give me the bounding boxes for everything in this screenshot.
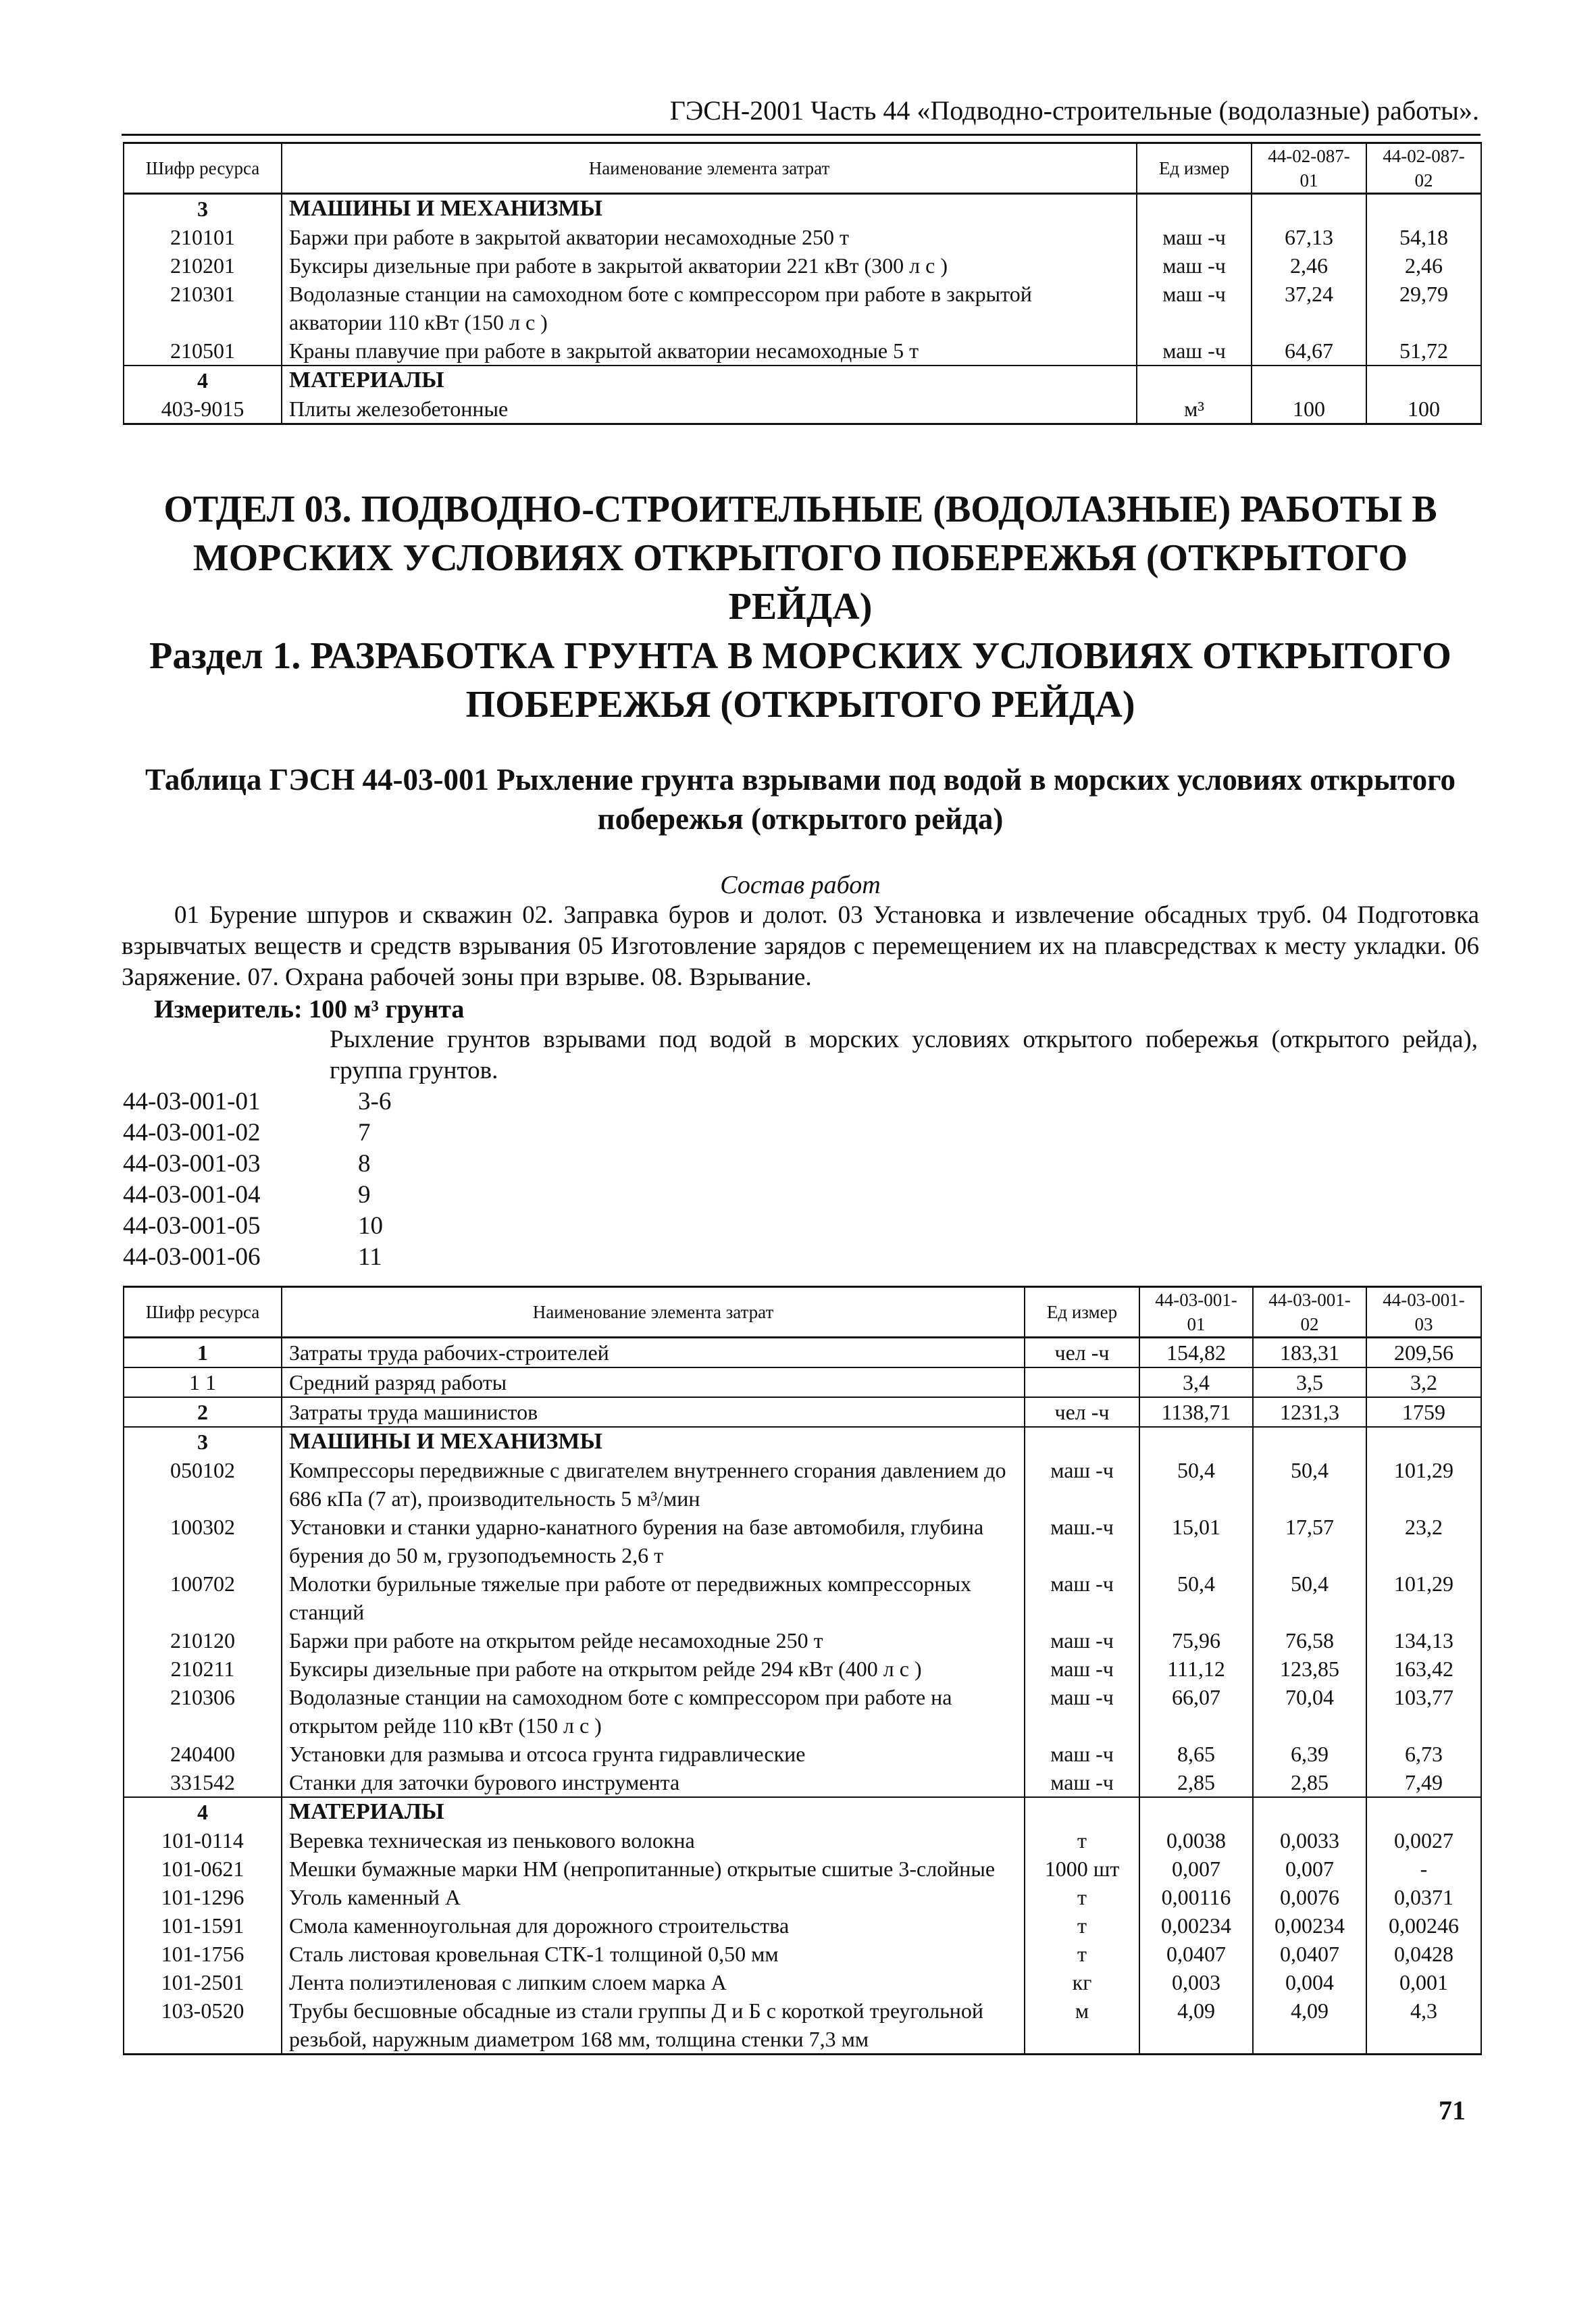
table-header-row — [124, 143, 1481, 194]
work-composition-text: 01 Бурение шпуров и скважин 02. Заправка буров и долот. 03 Установка и извлечение обсадных труб. 04 Подготовка взрывчатых веществ и средств взрывания 05 Изготовление зарядов с перемещением их на плавсредствах к месту укладки. 06 Заряжение. 07. Охрана рабочей зоны при взрыве. 08. Взрывание. — [122, 901, 1479, 991]
col-header-code: Шифр ресурса — [124, 143, 282, 194]
table-row: 210211 Буксиры дизельные при работе на открытом рейде 294 кВт (400 л с ) маш -ч 111,12 123,85 163,42 — [124, 1655, 1481, 1683]
variant-list — [123, 1086, 391, 1273]
resources-table-44-03-001 — [123, 1286, 1482, 2055]
table-row: 331542 Станки для заточки бурового инструмента маш -ч 2,85 2,85 7,49 — [124, 1768, 1481, 1797]
table-header-row — [124, 1287, 1481, 1338]
resources-table-087 — [123, 142, 1482, 425]
table-row: 240400 Установки для размыва и отсоса грунта гидравлические маш -ч 8,65 6,39 6,73 — [124, 1740, 1481, 1768]
table-row: 4 МАТЕРИАЛЫ — [124, 366, 1481, 395]
meter-line: Измеритель: 100 м³ грунта — [154, 995, 465, 1024]
list-item: 44-03-001-04 9 — [123, 1181, 371, 1209]
list-item: 44-03-001-03 8 — [123, 1150, 371, 1178]
section-heading: Раздел 1. РАЗРАБОТКА ГРУНТА В МОРСКИХ УСЛОВИЯХ ОТКРЫТОГО ПОБЕРЕЖЬЯ (ОТКРЫТОГО РЕЙДА) — [149, 635, 1451, 726]
list-item: 44-03-001-06 11 — [123, 1243, 382, 1271]
table-row: 050102 Компрессоры передвижные с двигателем внутреннего сгорания давлением до 686 кПа (7 ат), производительность 5 м³/мин маш -ч 50,4 50,4 101,29 — [124, 1456, 1481, 1513]
table-row: 3 МАШИНЫ И МЕХАНИЗМЫ — [124, 1427, 1481, 1456]
table-row: 210306 Водолазные станции на самоходном боте с компрессором при работе на открытом рейде 110 кВт (150 л с ) маш -ч 66,07 70,04 103,77 — [124, 1683, 1481, 1740]
table-row: 3 МАШИНЫ И МЕХАНИЗМЫ — [124, 194, 1481, 224]
col-header-code: Шифр ресурса — [124, 1287, 282, 1338]
table-row: 210501 Краны плавучие при работе в закрытой акватории несамоходные 5 т маш -ч 64,67 51,72 — [124, 336, 1481, 366]
running-header: ГЭСН-2001 Часть 44 «Подводно-строительные (водолазные) работы». — [669, 95, 1479, 126]
col-header-001-03: 44-03-001-03 — [1366, 1287, 1481, 1338]
table-heading: Таблица ГЭСН 44-03-001 Рыхление грунта взрывами под водой в морских условиях открытого побережья (открытого рейда) — [145, 763, 1456, 836]
table-row: 210301 Водолазные станции на самоходном боте с компрессором при работе в закрытой акватории 110 кВт (150 л с ) маш -ч 37,24 29,79 — [124, 280, 1481, 336]
header-rule — [122, 134, 1481, 136]
norm-description: Рыхление грунтов взрывами под водой в морских условиях открытого побережья (открытого рейда), группа грунтов. — [330, 1026, 1478, 1084]
page-number: 71 — [1439, 2095, 1466, 2126]
work-composition-title: Состав работ — [720, 871, 881, 899]
col-header-name: Наименование элемента затрат — [282, 1287, 1025, 1338]
list-item: 44-03-001-01 3-6 — [123, 1088, 392, 1115]
table-row: 1 1 Средний разряд работы 3,4 3,5 3,2 — [124, 1367, 1481, 1397]
table-row: 101-1591 Смола каменноугольная для дорожного строительства т 0,00234 0,00234 0,00246 — [124, 1911, 1481, 1940]
table-row: 4 МАТЕРИАЛЫ — [124, 1797, 1481, 1826]
table-row: 101-1296 Уголь каменный А т 0,00116 0,0076 0,0371 — [124, 1883, 1481, 1911]
table-row: 103-0520 Трубы бесшовные обсадные из стали группы Д и Б с короткой треугольной резьбой, наружным диаметром 168 мм, толщина стенки 7,3 мм м 4,09 4,09 4,3 — [124, 1996, 1481, 2055]
list-item: 44-03-001-05 10 — [123, 1212, 383, 1240]
department-heading: ОТДЕЛ 03. ПОДВОДНО-СТРОИТЕЛЬНЫЕ (ВОДОЛАЗНЫЕ) РАБОТЫ В МОРСКИХ УСЛОВИЯХ ОТКРЫТОГО ПОБЕРЕЖЬЯ (ОТКРЫТОГО РЕЙДА) — [163, 488, 1437, 628]
table-row: 101-2501 Лента полиэтиленовая с липким слоем марка А кг 0,003 0,004 0,001 — [124, 1968, 1481, 1996]
list-item: 44-03-001-02 7 — [123, 1119, 371, 1147]
table-row: 100702 Молотки бурильные тяжелые при работе от передвижных компрессорных станций маш -ч 50,4 50,4 101,29 — [124, 1569, 1481, 1626]
col-header-087-02: 44-02-087-02 — [1366, 143, 1481, 194]
table-row: 403-9015 Плиты железобетонные м³ 100 100 — [124, 395, 1481, 424]
table-row: 210120 Баржи при работе на открытом рейде несамоходные 250 т маш -ч 75,96 76,58 134,13 — [124, 1626, 1481, 1655]
col-header-unit: Ед измер — [1025, 1287, 1139, 1338]
table-row: 1 Затраты труда рабочих-строителей чел -ч 154,82 183,31 209,56 — [124, 1338, 1481, 1368]
table-row: 210101 Баржи при работе в закрытой акватории несамоходные 250 т маш -ч 67,13 54,18 — [124, 223, 1481, 251]
table-row: 101-0621 Мешки бумажные марки НМ (непропитанные) открытые сшитые 3-слойные 1000 шт 0,007 0,007 - — [124, 1855, 1481, 1883]
col-header-name: Наименование элемента затрат — [282, 143, 1137, 194]
col-header-001-01: 44-03-001-01 — [1139, 1287, 1253, 1338]
table-row: 101-0114 Веревка техническая из пенькового волокна т 0,0038 0,0033 0,0027 — [124, 1826, 1481, 1855]
col-header-001-02: 44-03-001-02 — [1253, 1287, 1366, 1338]
table-row: 2 Затраты труда машинистов чел -ч 1138,71 1231,3 1759 — [124, 1397, 1481, 1427]
table-row: 101-1756 Сталь листовая кровельная СТК-1 толщиной 0,50 мм т 0,0407 0,0407 0,0428 — [124, 1940, 1481, 1968]
col-header-unit: Ед измер — [1137, 143, 1252, 194]
table-row: 100302 Установки и станки ударно-канатного бурения на базе автомобиля, глубина бурения до 50 м, грузоподъемность 2,6 т маш.-ч 15,01 17,57 23,2 — [124, 1513, 1481, 1569]
col-header-087-01: 44-02-087-01 — [1252, 143, 1366, 194]
table-row: 210201 Буксиры дизельные при работе в закрытой акватории 221 кВт (300 л с ) маш -ч 2,46 2,46 — [124, 251, 1481, 280]
